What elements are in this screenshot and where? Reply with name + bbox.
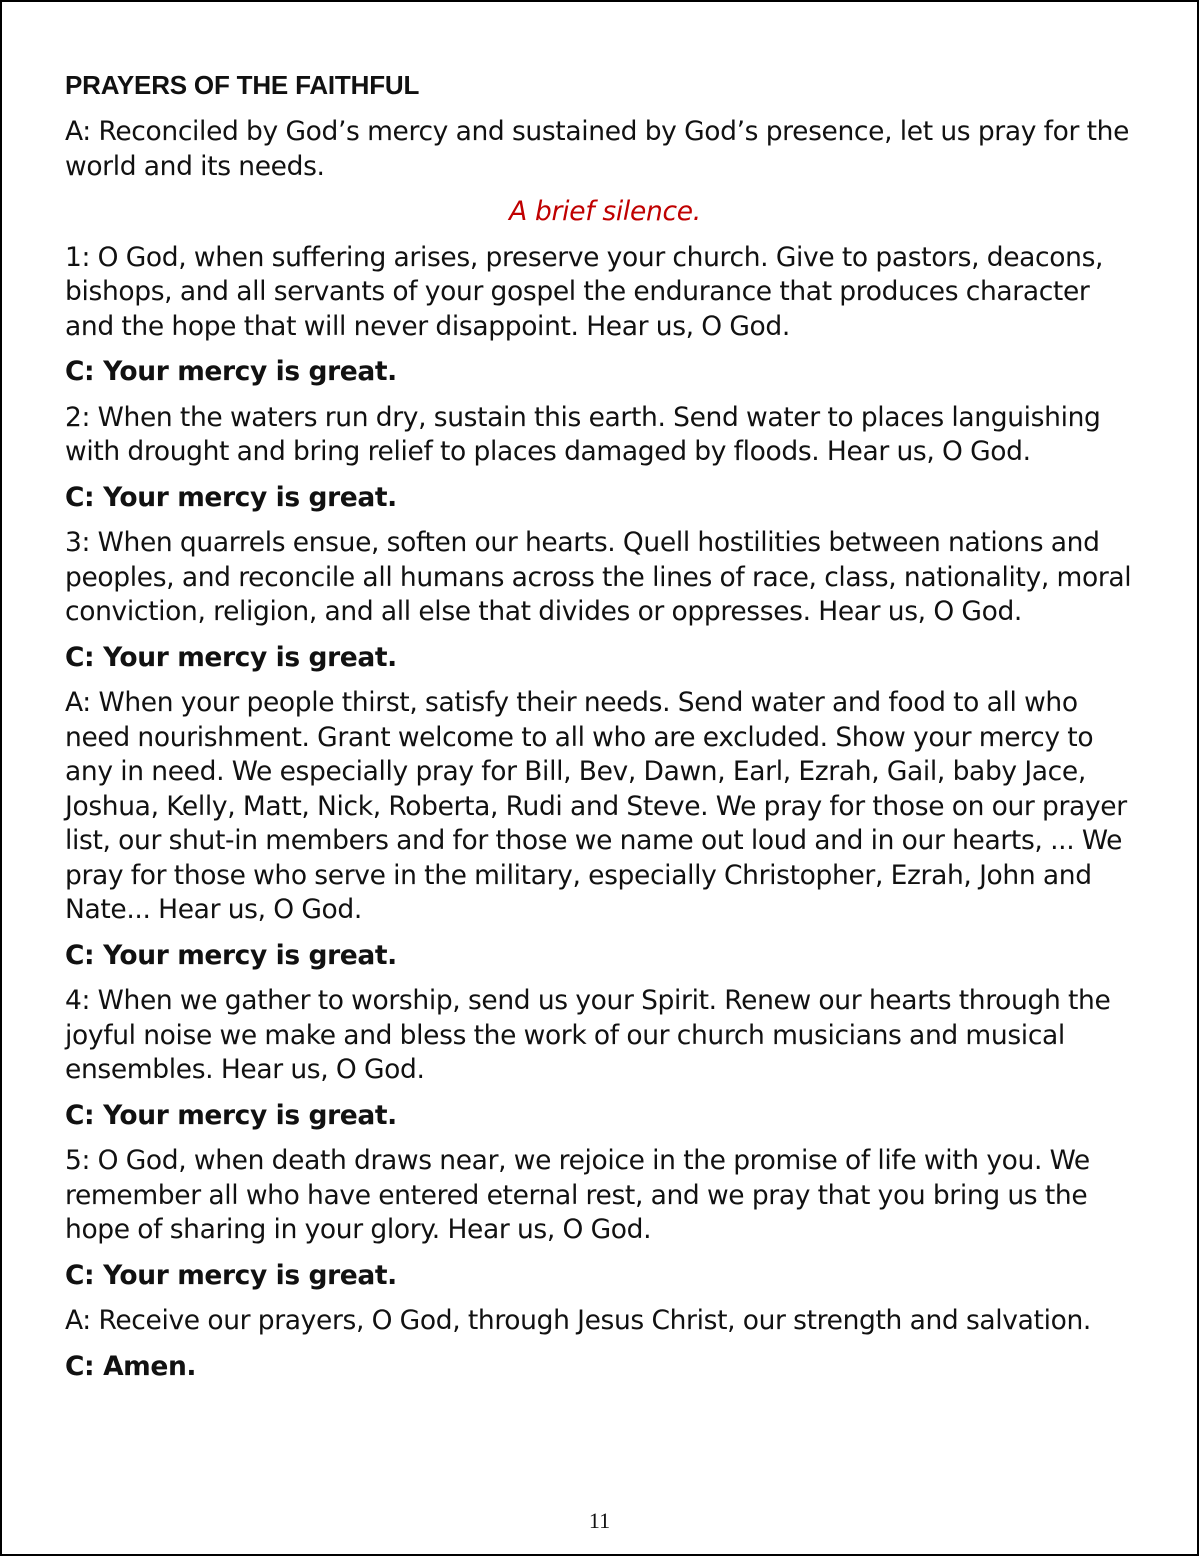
rubric-instruction: A brief silence. xyxy=(509,196,701,227)
closing-prayer: A: Receive our prayers, O God, through Jesus Christ, our strength and salvation. xyxy=(65,1305,1091,1336)
congregation-response-3: C: Your mercy is great. xyxy=(65,641,397,673)
congregation-response-1: C: Your mercy is great. xyxy=(65,356,397,387)
section-heading: PRAYERS OF THE FAITHFUL xyxy=(65,70,420,100)
congregation-response-2: C: Your mercy is great. xyxy=(65,481,397,513)
petition-3: 3: When quarrels ensue, soften our hearts. Quell hostilities between nations and peoples, and reconcile all humans across the lines of race, class, nationality, moral conviction, religion, and all else that divides or oppresses. Hear us, O God. xyxy=(65,527,1132,627)
amen-response: C: Amen. xyxy=(65,1350,197,1382)
page-number: 11 xyxy=(588,1508,611,1533)
petition-5: 5: O God, when death draws near, we rejoice in the promise of life with you. We remember all who have entered eternal rest, and we pray that you bring us the hope of sharing in your glory. Hear us, O God. xyxy=(65,1145,1090,1245)
congregation-response-5: C: Your mercy is great. xyxy=(65,1259,397,1291)
petition-a: A: When your people thirst, satisfy their needs. Send water and food to all who need nourishment. Grant welcome to all who are excluded. Show your mercy to any in need. We especially pray for Bill, Bev, Dawn, Earl, Ezrah, Gail, baby Jace, Joshua, Kelly, Matt, Nick, Roberta, Rudi and Steve. We pray for those on our prayer list, our shut-in members and for those we name out loud and in our hearts, ... We pray for those who serve in the military, especially Christopher, Ezrah, John and Nate... Hear us, O God. xyxy=(65,687,1127,925)
congregation-response-4: C: Your mercy is great. xyxy=(65,1099,397,1131)
congregation-response-a: C: Your mercy is great. xyxy=(65,939,397,971)
petition-2: 2: When the waters run dry, sustain this earth. Send water to places languishing with drought and bring relief to places damaged by floods. Hear us, O God. xyxy=(65,401,1101,467)
petition-4: 4: When we gather to worship, send us your Spirit. Renew our hearts through the joyful noise we make and bless the work of our church musicians and musical ensembles. Hear us, O God. xyxy=(65,985,1111,1085)
prayer-content xyxy=(65,68,1145,1395)
intro-paragraph: A: Reconciled by God’s mercy and sustained by God’s presence, let us pray for the world and its needs. xyxy=(65,116,1130,182)
petition-1: 1: O God, when suffering arises, preserve your church. Give to pastors, deacons, bishops, and all servants of your gospel the endurance that produces character and the hope that will never disappoint. Hear us, O God. xyxy=(65,241,1104,342)
